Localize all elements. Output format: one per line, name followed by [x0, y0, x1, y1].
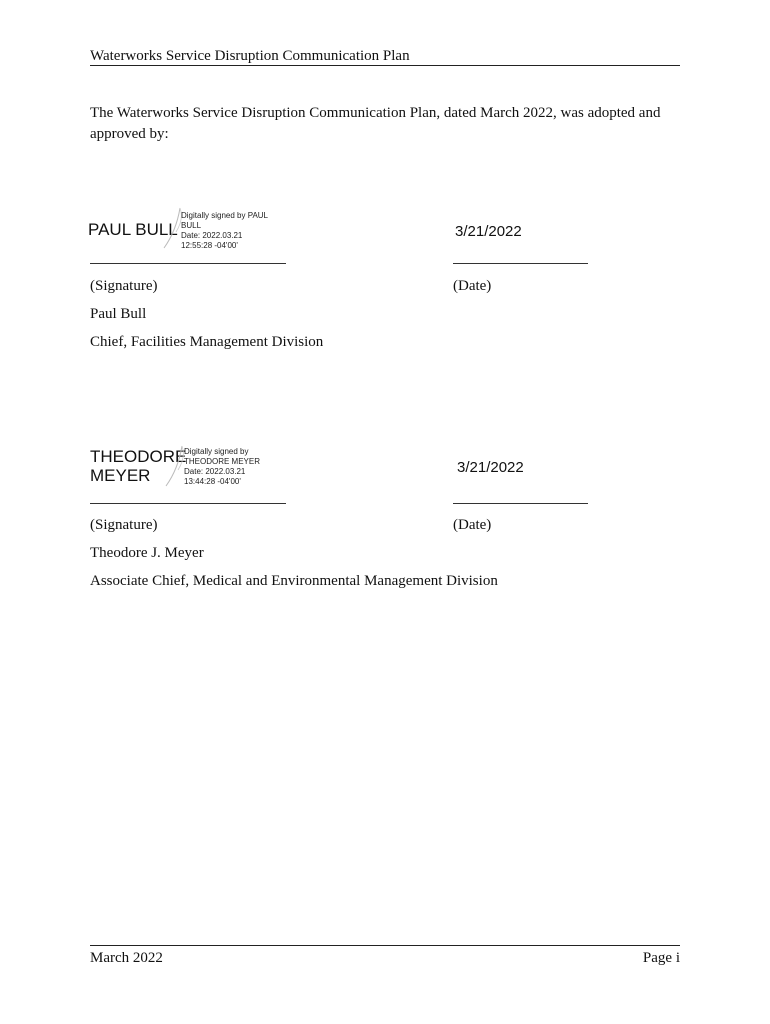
date-caption: (Date): [453, 278, 492, 294]
digital-signed-by: Digitally signed by PAUL BULL: [181, 211, 268, 230]
signature-line: [90, 263, 286, 264]
date-caption: (Date): [453, 517, 492, 533]
digital-signature-details: [184, 447, 284, 487]
digital-signature-details: [181, 211, 281, 251]
date-line: [453, 263, 588, 264]
digital-date: Date: 2022.03.21: [184, 467, 246, 476]
footer-page-number: Page i: [642, 950, 680, 966]
digital-signature-name-line2: MEYER: [90, 466, 151, 485]
digital-signature-name: PAUL BULL: [88, 220, 178, 239]
date-value: 3/21/2022: [457, 459, 524, 476]
signature-swoosh-icon: [164, 444, 186, 488]
signer-name: Theodore J. Meyer: [90, 545, 204, 561]
signer-name: Paul Bull: [90, 306, 147, 322]
header-rule: [90, 65, 680, 66]
signer-title: Chief, Facilities Management Division: [90, 334, 324, 350]
footer-date: March 2022: [90, 950, 163, 966]
digital-signed-by-line2: THEODORE MEYER: [184, 457, 261, 466]
digital-time: 12:55:28 -04'00': [181, 241, 238, 250]
signer-title: Associate Chief, Medical and Environmental Management Division: [90, 573, 498, 589]
digital-signed-by-line1: Digitally signed by: [184, 447, 249, 456]
digital-signature-name-line1: THEODORE: [90, 447, 187, 466]
signature-caption: (Signature): [90, 278, 158, 294]
footer-rule: [90, 945, 680, 946]
intro-paragraph: The Waterworks Service Disruption Communication Plan, dated March 2022, was adopted and approved by:: [90, 105, 661, 142]
digital-date: Date: 2022.03.21: [181, 231, 243, 240]
date-line: [453, 503, 588, 504]
date-value: 3/21/2022: [455, 223, 522, 240]
signature-caption: (Signature): [90, 517, 158, 533]
signature-line: [90, 503, 286, 504]
digital-time: 13:44:28 -04'00': [184, 477, 241, 486]
header-title: Waterworks Service Disruption Communication Plan: [90, 48, 410, 64]
